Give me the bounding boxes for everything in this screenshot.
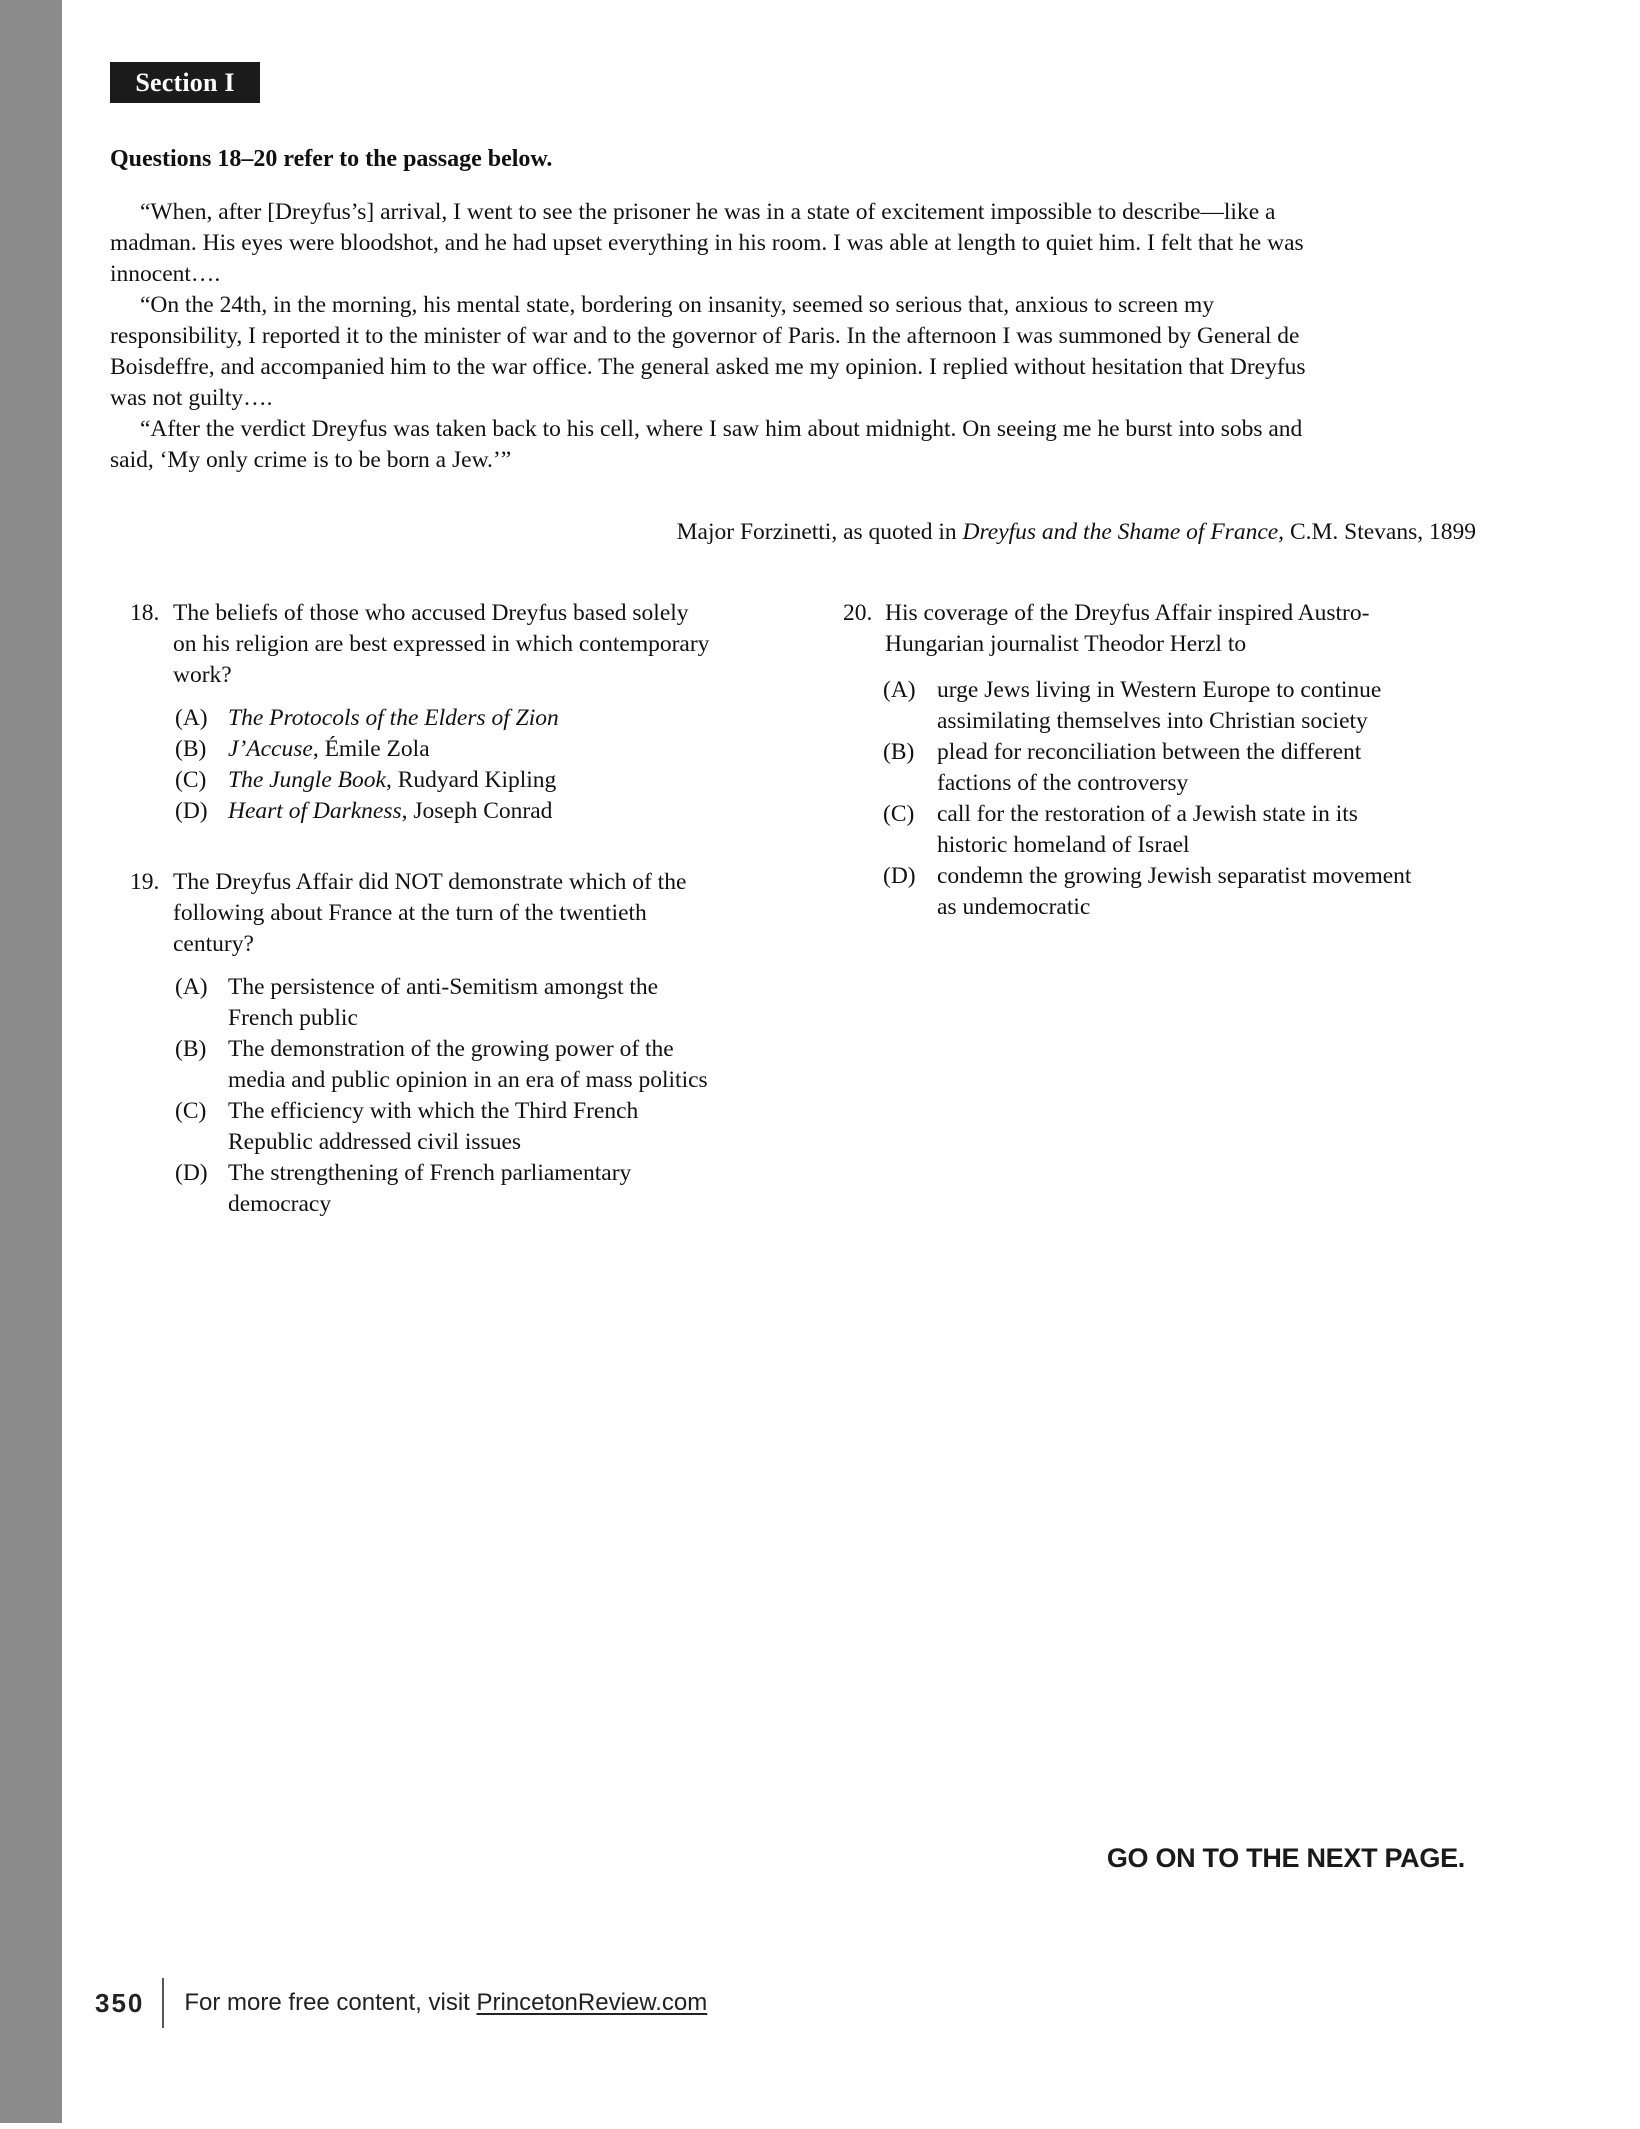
go-on-next-page-label: GO ON TO THE NEXT PAGE. [1106,1843,1465,1873]
choice-18-d [175,796,790,827]
choice-20-d-text: condemn the growing Jewish separatist movement as undemocratic [937,863,1412,920]
question-20-choices [883,675,1463,923]
passage [110,197,1476,548]
choice-20-c-label: (C) [883,801,915,827]
attribution-source-title: Dreyfus and the Shame of France, [962,519,1285,545]
questions-column-left [130,598,790,1220]
choice-18-c-text [228,765,556,796]
footer-divider [162,1978,164,2028]
choice-20-d-label: (D) [883,863,916,889]
page-edge-bar [0,0,62,2123]
choice-19-c-label: (C) [175,1098,207,1124]
choice-18-c-label: (C) [175,767,207,793]
choice-20-a [883,675,1463,737]
choice-19-a-label: (A) [175,974,208,1000]
question-20-stem: His coverage of the Dreyfus Affair inspired Austro- Hungarian journalist Theodor Herzl to [885,600,1370,657]
choice-18-d-author: , Joseph Conrad [401,798,553,824]
choice-19-c [175,1096,790,1158]
choice-18-a-label: (A) [175,705,208,731]
question-19-choices [175,972,790,1220]
question-19-number: 19. [130,869,160,895]
choice-18-a [175,703,790,734]
choice-19-d-text: The strengthening of French parliamentary democracy [228,1160,632,1217]
attribution-suffix: C.M. Stevans, 1899 [1284,519,1476,545]
choice-20-b-text: plead for reconciliation between the different factions of the controversy [937,739,1362,796]
choice-19-c-text: The efficiency with which the Third French Republic addressed civil issues [228,1098,639,1155]
footer-text-prefix: For more free content, visit [184,1989,477,2016]
passage-paragraph-2: “On the 24th, in the morning, his mental state, bordering on insanity, seemed so serious that, anxious to screen my responsibility, I reported it to the minister of war and to the governor of Paris. In the afternoon I was summoned by General de Boisdeffre, and accompanied him to the war office. The general asked me my opinion. I replied without hesitation that Dreyfus was not guilty…. [110,292,1306,411]
choice-18-c [175,765,790,796]
page-footer [95,1976,707,2030]
question-18-stem: The beliefs of those who accused Dreyfus based solely on his religion are best expressed in which contemporary work? [173,600,710,688]
choice-19-a-text: The persistence of anti-Semitism amongst the French public [228,974,659,1031]
choice-18-b-author: , Émile Zola [312,736,430,762]
passage-attribution [110,517,1476,548]
choice-20-c-text: call for the restoration of a Jewish state in its historic homeland of Israel [937,801,1358,858]
choice-18-d-title: Heart of Darkness [228,798,402,824]
choice-18-c-title: The Jungle Book [228,767,386,793]
choice-20-b [883,737,1463,799]
choice-19-a [175,972,790,1034]
questions-column-right [843,598,1463,923]
choice-18-b-text [228,734,430,765]
choice-18-a-title: The Protocols of the Elders of Zion [228,705,559,731]
footer-text [184,1989,707,2017]
choice-19-b-text: The demonstration of the growing power of the media and public opinion in an era of mass politics [228,1036,708,1093]
choice-20-a-label: (A) [883,677,916,703]
choice-20-b-label: (B) [883,739,915,765]
choice-18-c-author: , Rudyard Kipling [385,767,557,793]
passage-paragraph-3: “After the verdict Dreyfus was taken back to his cell, where I saw him about midnight. On seeing me he burst into sobs and said, ‘My only crime is to be born a Jew.’” [110,416,1303,473]
page-number: 350 [95,1987,145,2018]
passage-instructions: Questions 18–20 refer to the passage below. [110,146,553,172]
choice-18-b-title: J’Accuse [228,736,313,762]
footer-link[interactable]: PrincetonReview.com [476,1989,708,2016]
question-18-number: 18. [130,600,160,626]
choice-19-b [175,1034,790,1096]
question-19 [130,867,790,960]
choice-18-a-text [228,703,559,734]
section-label: Section I [135,67,235,97]
choice-20-a-text: urge Jews living in Western Europe to continue assimilating themselves into Christian society [937,677,1382,734]
section-label-box [110,62,260,103]
question-18-choices [175,703,790,827]
question-18 [130,598,790,691]
passage-paragraph-1: “When, after [Dreyfus’s] arrival, I went to see the prisoner he was in a state of excitement impossible to describe—like a madman. His eyes were bloodshot, and he had upset everything in his room. I was able at length to quiet him. I felt that he was innocent…. [110,199,1304,287]
choice-19-d-label: (D) [175,1160,208,1186]
choice-18-b [175,734,790,765]
choice-18-b-label: (B) [175,736,207,762]
question-20 [843,598,1463,660]
question-20-number: 20. [843,600,873,626]
choice-18-d-label: (D) [175,798,208,824]
question-19-stem: The Dreyfus Affair did NOT demonstrate which of the following about France at the turn of the twentieth century? [173,869,687,957]
choice-20-c [883,799,1463,861]
choice-20-d [883,861,1463,923]
choice-19-b-label: (B) [175,1036,207,1062]
choice-18-d-text [228,796,552,827]
choice-19-d [175,1158,790,1220]
attribution-prefix: Major Forzinetti, as quoted in [676,519,963,545]
